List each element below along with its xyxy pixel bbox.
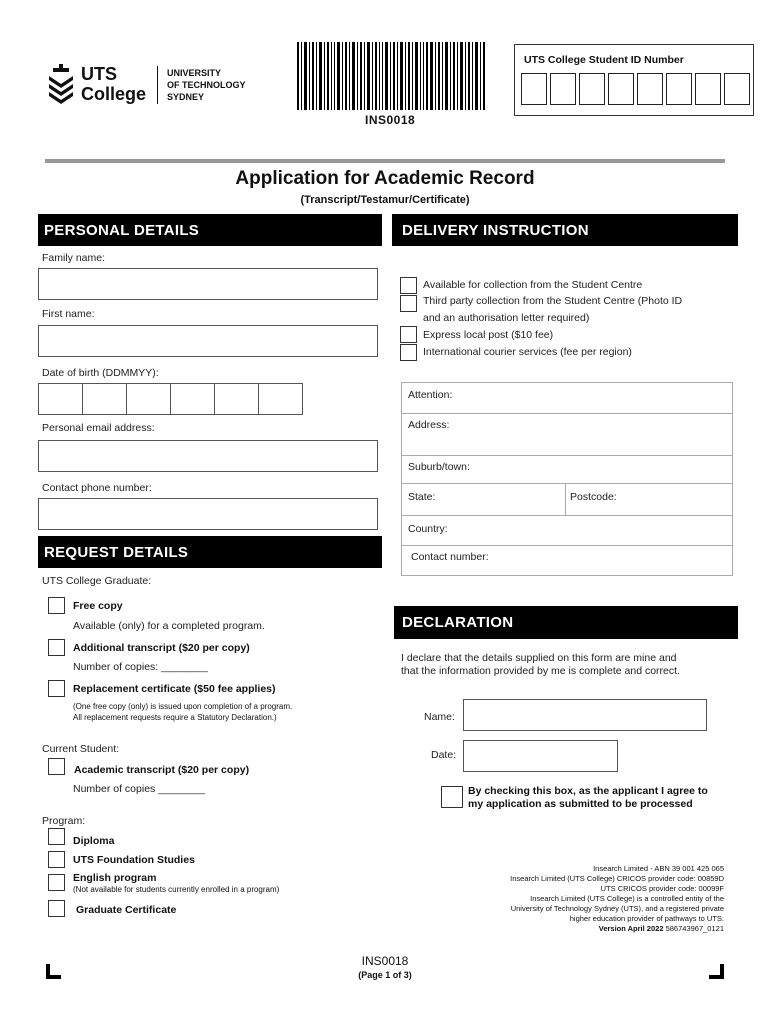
collection-label: Available for collection from the Student Centre xyxy=(423,279,643,291)
declaration-text-1: I declare that the details supplied on this form are mine and xyxy=(401,652,677,664)
family-name-field[interactable] xyxy=(38,268,378,300)
copies-label: Number of copies: ________ xyxy=(73,661,208,673)
express-post-checkbox[interactable] xyxy=(400,326,417,343)
free-copy-label: Free copy xyxy=(73,600,123,612)
name-field[interactable] xyxy=(463,699,707,731)
academic-transcript-label: Academic transcript ($20 per copy) xyxy=(74,764,250,776)
postcode-row[interactable] xyxy=(566,483,732,516)
postcode-label: Postcode: xyxy=(570,491,617,503)
delivery-instruction-header xyxy=(392,214,738,246)
student-id-digit[interactable] xyxy=(579,73,605,105)
country-row[interactable] xyxy=(402,515,732,546)
provider-info-line: Insearch Limited (UTS College) CRICOS provider code: 00859D xyxy=(510,874,724,883)
agree-text-2: my application as submitted to be processed xyxy=(468,798,693,810)
replacement-certificate-checkbox[interactable] xyxy=(48,680,65,697)
free-copy-checkbox[interactable] xyxy=(48,597,65,614)
replacement-note-2: All replacement requests require a Statutory Declaration.) xyxy=(73,713,277,722)
contact-number-label: Contact number: xyxy=(411,551,489,563)
student-id-digit[interactable] xyxy=(695,73,721,105)
uts-college-logo xyxy=(45,64,265,110)
provider-info-line: Insearch Limited (UTS College) is a controlled entity of the xyxy=(530,894,724,903)
barcode-icon xyxy=(297,42,487,110)
country-label: Country: xyxy=(408,523,448,535)
phone-field[interactable] xyxy=(38,498,378,530)
declaration-text-2: that the information provided by me is complete and correct. xyxy=(401,665,680,677)
name-label: Name: xyxy=(424,711,455,723)
email-label: Personal email address: xyxy=(42,422,155,434)
additional-transcript-label: Additional transcript ($20 per copy) xyxy=(73,642,250,654)
dob-digit[interactable] xyxy=(126,383,171,415)
provider-info xyxy=(430,864,724,934)
replacement-certificate-label: Replacement certificate ($50 fee applies) xyxy=(73,683,276,695)
dob-digit[interactable] xyxy=(38,383,83,415)
header-rule xyxy=(45,159,725,163)
provider-info-line: University of Technology Sydney (UTS), and a registered private xyxy=(510,904,724,913)
personal-details-title: PERSONAL DETAILS xyxy=(44,221,200,239)
english-program-label: English program xyxy=(73,872,157,884)
address-block xyxy=(401,382,733,576)
replacement-note-1: (One free copy (only) is issued upon completion of a program. xyxy=(73,702,293,711)
agree-checkbox[interactable] xyxy=(441,786,463,808)
state-row[interactable] xyxy=(402,483,566,516)
logo-uni-line2: OF TECHNOLOGY xyxy=(167,80,246,90)
barcode-text: INS0018 xyxy=(365,113,416,127)
personal-details-header xyxy=(38,214,382,246)
email-field[interactable] xyxy=(38,440,378,472)
first-name-label: First name: xyxy=(42,308,95,320)
third-party-label-cont: and an authorisation letter required) xyxy=(423,312,590,324)
suburb-label: Suburb/town: xyxy=(408,461,470,473)
student-id-digit[interactable] xyxy=(550,73,576,105)
page-title: Application for Academic Record xyxy=(235,168,535,189)
family-name-label: Family name: xyxy=(42,252,106,264)
student-id-boxes[interactable] xyxy=(521,73,750,107)
graduate-certificate-label: Graduate Certificate xyxy=(76,904,177,916)
declaration-header xyxy=(394,606,738,639)
address-row[interactable] xyxy=(402,413,732,456)
student-id-digit[interactable] xyxy=(637,73,663,105)
attention-row[interactable] xyxy=(402,383,732,414)
first-name-field[interactable] xyxy=(38,325,378,357)
courier-checkbox[interactable] xyxy=(400,344,417,361)
declaration-title: DECLARATION xyxy=(402,614,514,631)
delivery-instruction-title: DELIVERY INSTRUCTION xyxy=(402,221,589,239)
version-code: 586743967_0121 xyxy=(665,924,724,933)
english-program-note: (Not available for students currently enrolled in a program) xyxy=(73,885,280,894)
dob-field[interactable] xyxy=(38,383,303,415)
page-subtitle: (Transcript/Testamur/Certificate) xyxy=(300,194,470,206)
dob-label: Date of birth (DDMMYY): xyxy=(42,367,159,379)
provider-info-line: UTS CRICOS provider code: 00099F xyxy=(600,884,724,893)
version-line xyxy=(430,924,724,934)
agree-text-1: By checking this box, as the applicant I agree to xyxy=(468,785,708,797)
student-id-digit[interactable] xyxy=(521,73,547,105)
student-id-digit[interactable] xyxy=(666,73,692,105)
student-id-panel xyxy=(514,44,754,116)
logo-divider xyxy=(157,66,158,104)
suburb-row[interactable] xyxy=(402,455,732,484)
barcode xyxy=(297,42,487,110)
provider-info-line: Insearch Limited - ABN 39 001 425 065 xyxy=(593,864,724,873)
third-party-checkbox[interactable] xyxy=(400,295,417,312)
diploma-label: Diploma xyxy=(73,835,115,847)
academic-transcript-checkbox[interactable] xyxy=(48,758,65,775)
copies-label-2: Number of copies ________ xyxy=(73,783,205,795)
current-student-label: Current Student: xyxy=(42,743,120,755)
graduate-label: UTS College Graduate: xyxy=(42,575,152,587)
attention-label: Attention: xyxy=(408,389,453,401)
provider-info-line: higher education provider of pathways to UTS. xyxy=(569,914,724,923)
logo-uni-line1: UNIVERSITY xyxy=(167,68,222,78)
additional-transcript-checkbox[interactable] xyxy=(48,639,65,656)
dob-digit[interactable] xyxy=(82,383,127,415)
collection-checkbox[interactable] xyxy=(400,277,417,294)
program-label: Program: xyxy=(42,815,86,827)
page-number: (Page 1 of 3) xyxy=(358,970,412,980)
corner-mark-left xyxy=(46,964,61,979)
student-id-label: UTS College Student ID Number xyxy=(524,54,684,66)
request-details-header xyxy=(38,536,382,568)
dob-digit[interactable] xyxy=(258,383,303,415)
english-program-checkbox[interactable] xyxy=(48,874,65,891)
third-party-label: Third party collection from the Student Centre (Photo ID xyxy=(423,295,683,307)
foundation-studies-checkbox[interactable] xyxy=(48,851,65,868)
address-label: Address: xyxy=(408,419,450,431)
logo-uts-text: UTS xyxy=(81,64,117,84)
logo-college-text: College xyxy=(81,84,147,104)
logo-uni-line3: SYDNEY xyxy=(167,92,205,102)
request-details-title: REQUEST DETAILS xyxy=(44,543,189,561)
state-label: State: xyxy=(408,491,436,503)
page-code: INS0018 xyxy=(361,954,409,968)
date-field[interactable] xyxy=(463,740,618,772)
student-id-digit[interactable] xyxy=(724,73,750,105)
corner-mark-right xyxy=(709,964,724,979)
date-label: Date: xyxy=(431,749,457,761)
student-id-digit[interactable] xyxy=(608,73,634,105)
courier-label: International courier services (fee per region) xyxy=(423,346,632,358)
logo-mark-icon xyxy=(45,64,77,106)
contact-row[interactable] xyxy=(402,545,732,575)
dob-digit[interactable] xyxy=(214,383,259,415)
foundation-studies-label: UTS Foundation Studies xyxy=(73,854,195,866)
dob-digit[interactable] xyxy=(170,383,215,415)
graduate-certificate-checkbox[interactable] xyxy=(48,900,65,917)
version-label: Version April 2022 xyxy=(598,924,664,933)
diploma-checkbox[interactable] xyxy=(48,828,65,845)
express-post-label: Express local post ($10 fee) xyxy=(423,329,554,341)
phone-label: Contact phone number: xyxy=(42,482,152,494)
free-copy-note: Available (only) for a completed program. xyxy=(73,620,265,632)
